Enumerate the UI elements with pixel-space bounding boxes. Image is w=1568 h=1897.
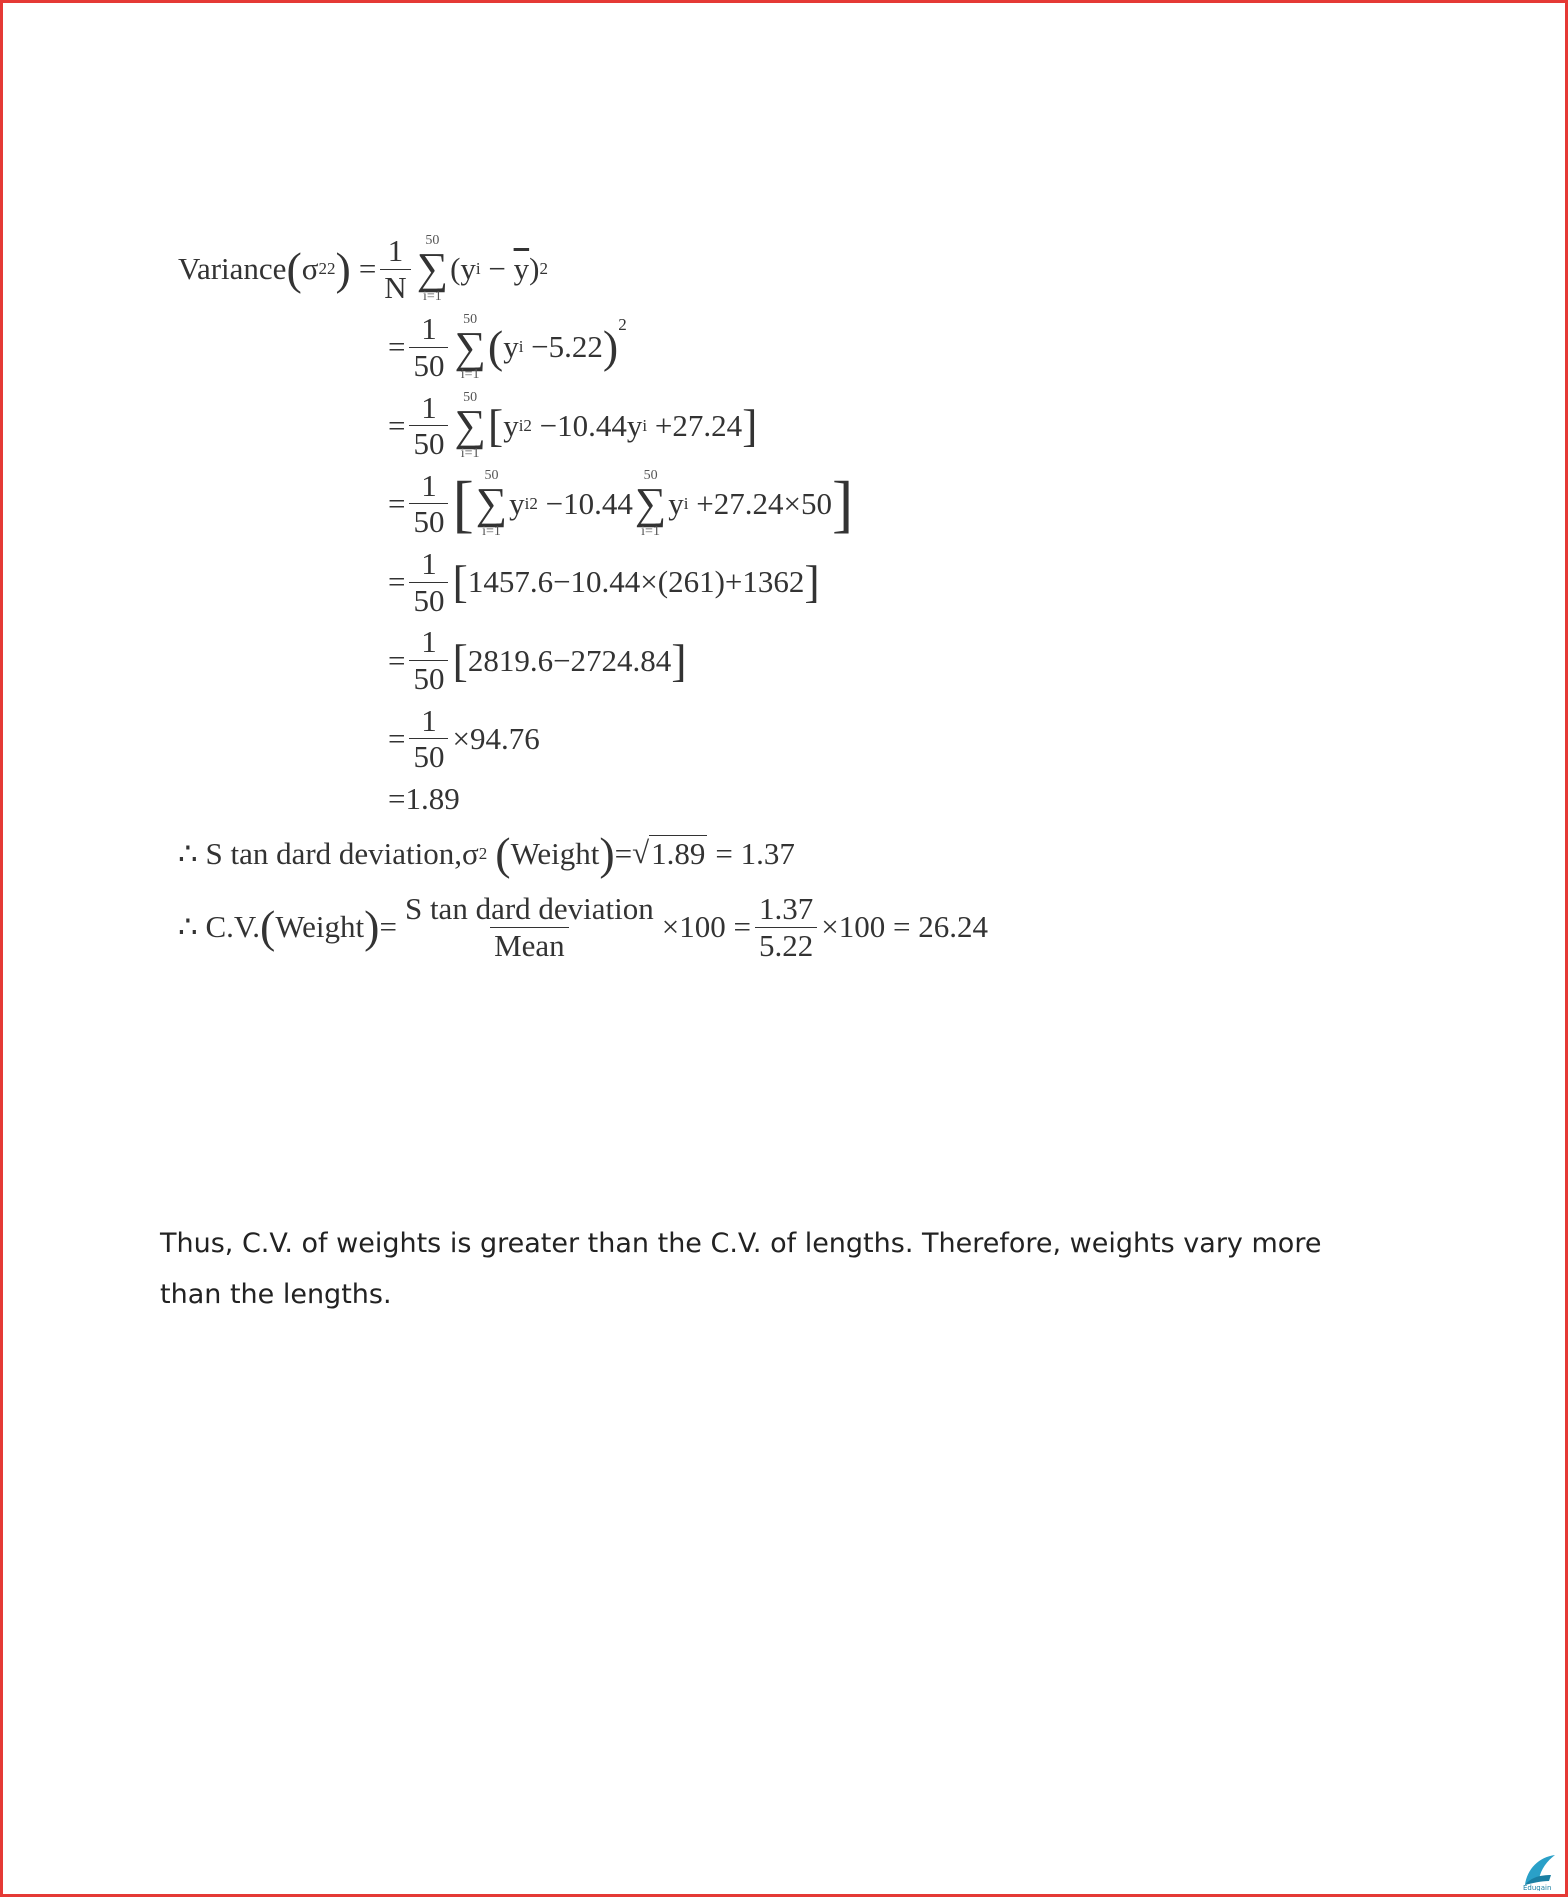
square-root: √ 1.89 — [632, 835, 706, 872]
equation-line-4: = $\frac{1}{50}$ [ 50 ∑ i=1 y i 2 − 10.44 50 ∑ i=1 y i + 27.24×50 ] — [388, 467, 854, 540]
svg-text:Edugain: Edugain — [1523, 1884, 1552, 1891]
conclusion-paragraph — [160, 1218, 1420, 1320]
coefficient-of-variation-line: ∴ C.V. ( Weight ) = $\frac{\text{S tan dard deviation}}{\text{Mean}}$ ×100 = $\frac{1.37}{5.22}$ ×100 = 26.24 — [178, 890, 988, 963]
summation: 50 ∑ i=1 — [475, 468, 508, 539]
summation: 50 ∑ i=1 — [416, 233, 449, 305]
y-bar: $\overline{y}$ — [513, 251, 530, 287]
conclusion-line-2: than the lengths. — [160, 1279, 392, 1310]
sigma-symbol: σ — [301, 251, 319, 287]
equation-line-1: Variance ( σ 2 2 ) = $\frac{1}{N}$ 50 ∑ i=1 ( y i − $\overline{y}$ ) 2 — [178, 233, 548, 305]
variance-derivation — [178, 233, 1378, 969]
summation: 50 ∑ i=1 — [454, 389, 486, 461]
conclusion-line-1: Thus, C.V. of weights is greater than the C.V. of lengths. Therefore, weights vary more — [160, 1228, 1322, 1259]
variance-label: Variance — [178, 251, 287, 287]
equation-line-8: =1.89 — [388, 780, 460, 816]
standard-deviation-line: ∴ S tan dard deviation, σ 2 ( Weight ) = √ 1.89 = 1.37 — [178, 827, 795, 879]
summation: 50 ∑ i=1 — [634, 468, 667, 539]
publisher-logo-icon — [1521, 1851, 1557, 1891]
equation-line-7: = $\frac{1}{50}$ ×94.76 — [388, 702, 540, 775]
fraction-1-over-n: $\frac{1}{N}$ — [380, 233, 410, 305]
summation: 50 ∑ i=1 — [454, 311, 486, 383]
equation-line-2: = $\frac{1}{50}$ 50 ∑ i=1 ( y i − 5.22 ) $^2$ — [388, 311, 627, 383]
equation-line-5: = $\frac{1}{50}$ [ 1457.6−10.44×(261)+1362 ] — [388, 546, 820, 618]
equation-line-6: = $\frac{1}{50}$ [ 2819.6−2724.84 ] — [388, 624, 687, 697]
equation-line-3: = $\frac{1}{50}$ 50 ∑ i=1 [ y i 2 − 10.44 y i + 27.24 ] — [388, 389, 758, 462]
